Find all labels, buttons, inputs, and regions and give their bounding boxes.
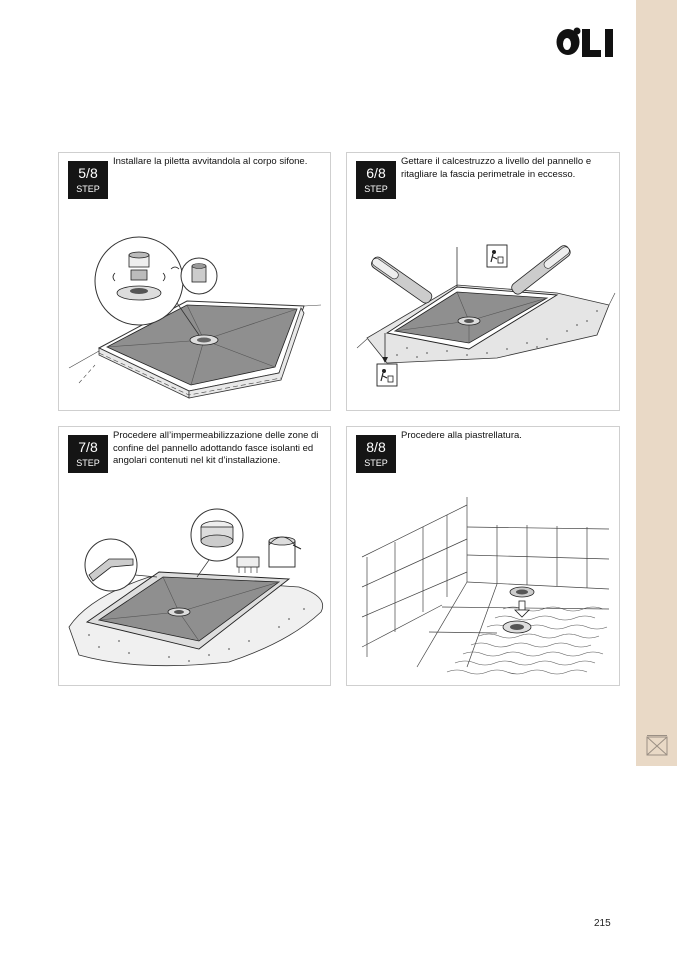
step-badge bbox=[68, 161, 108, 199]
step-panel-7 bbox=[58, 426, 331, 686]
step-label: STEP bbox=[76, 458, 100, 468]
step-panel-6 bbox=[346, 152, 620, 411]
page-number: 215 bbox=[594, 918, 611, 929]
step-caption: Gettare il calcestruzzo a livello del pannello e ritagliare la fascia perimetrale in eccesso. bbox=[401, 156, 592, 180]
step-number: 7/8 bbox=[78, 439, 98, 455]
step-label: STEP bbox=[364, 458, 388, 468]
step-badge bbox=[68, 435, 108, 473]
step-panel-5 bbox=[58, 152, 331, 411]
oli-logo bbox=[555, 26, 621, 58]
step-caption: Procedere all’impermeabilizzazione delle zone di confine del pannello adottando fasce isolanti ed angolari contenuti nel kit d’installazione. bbox=[113, 430, 319, 466]
step-number: 8/8 bbox=[366, 439, 386, 455]
step-number: 5/8 bbox=[78, 165, 98, 181]
step-label: STEP bbox=[76, 184, 100, 194]
step-panel-8 bbox=[346, 426, 620, 686]
side-color-strip bbox=[636, 0, 677, 766]
step-caption: Procedere alla piastrellatura. bbox=[401, 430, 522, 441]
step-caption: Installare la piletta avvitandola al corpo sifone. bbox=[113, 156, 308, 167]
step-number: 6/8 bbox=[366, 165, 386, 181]
step-badge bbox=[356, 435, 396, 473]
step-label: STEP bbox=[364, 184, 388, 194]
box-cross-icon bbox=[646, 734, 668, 756]
step-badge bbox=[356, 161, 396, 199]
